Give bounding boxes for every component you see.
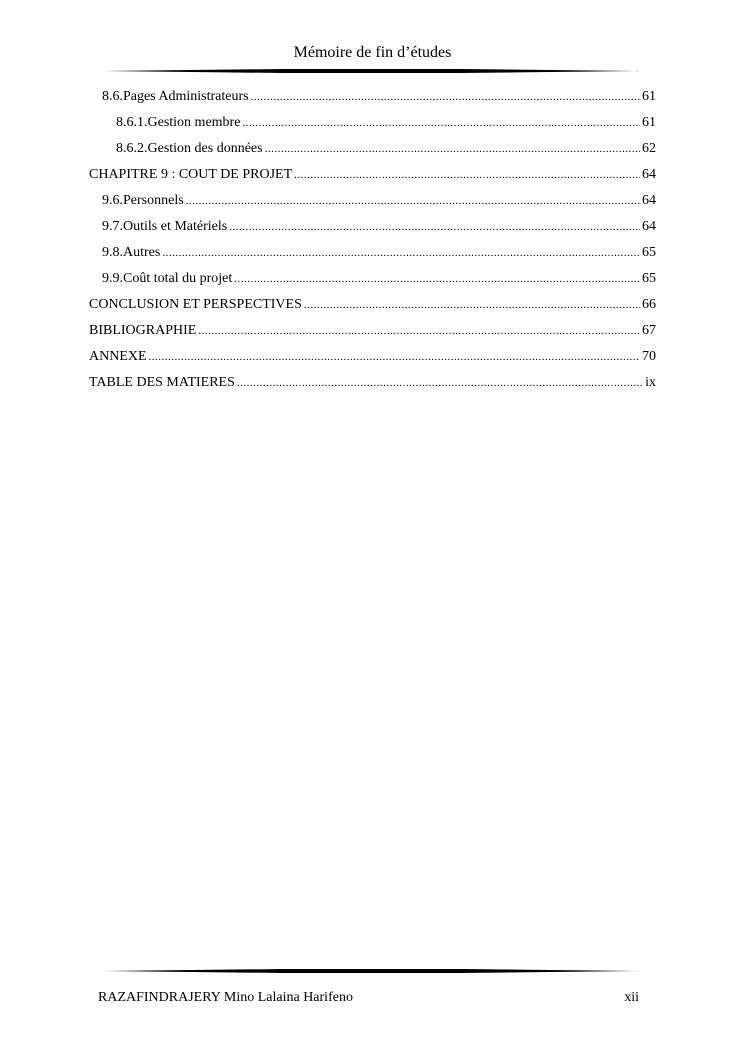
- toc-entry-label: ANNEXE: [89, 349, 147, 364]
- toc-dot-leader: [198, 322, 640, 340]
- toc-dot-leader: [304, 296, 640, 314]
- toc-entry-label: TABLE DES MATIERES: [89, 375, 235, 390]
- toc-dot-leader: [149, 348, 640, 366]
- toc-entry-number: 8.6.: [102, 89, 123, 104]
- toc-entry-label: Pages Administrateurs: [123, 89, 249, 104]
- toc-entry-page: 61: [642, 115, 656, 130]
- toc-dot-leader: [242, 114, 640, 132]
- toc-entry[interactable]: [89, 244, 656, 270]
- header-divider: [103, 68, 641, 74]
- toc-dot-leader: [237, 374, 643, 392]
- table-of-contents: [89, 88, 656, 400]
- toc-entry-number: 9.7.: [102, 219, 123, 234]
- toc-dot-leader: [186, 192, 640, 210]
- toc-entry-number: 9.6.: [102, 193, 123, 208]
- page-header-title: Mémoire de fin d’études: [293, 44, 452, 61]
- toc-dot-leader: [294, 166, 640, 184]
- toc-entry-label: CHAPITRE 9 : COUT DE PROJET: [89, 167, 293, 182]
- toc-entry-page: 64: [642, 219, 656, 234]
- toc-entry[interactable]: [89, 192, 656, 218]
- toc-entry-label: Coût total du projet: [123, 271, 233, 286]
- toc-entry[interactable]: [89, 114, 656, 140]
- toc-entry[interactable]: [89, 374, 656, 400]
- toc-dot-leader: [234, 270, 640, 288]
- toc-entry-label: CONCLUSION ET PERSPECTIVES: [89, 297, 302, 312]
- toc-entry-label: Autres: [123, 245, 161, 260]
- toc-entry[interactable]: [89, 218, 656, 244]
- toc-entry-page: 65: [642, 271, 656, 286]
- toc-entry-page: ix: [645, 375, 656, 390]
- toc-dot-leader: [251, 88, 640, 106]
- toc-entry-label: Outils et Matériels: [123, 219, 228, 234]
- toc-entry[interactable]: [89, 348, 656, 374]
- toc-entry-number: 9.8.: [102, 245, 123, 260]
- toc-entry[interactable]: [89, 88, 656, 114]
- toc-entry-page: 67: [642, 323, 656, 338]
- toc-entry-page: 66: [642, 297, 656, 312]
- toc-entry[interactable]: [89, 296, 656, 322]
- toc-entry-page: 64: [642, 167, 656, 182]
- toc-dot-leader: [265, 140, 640, 158]
- toc-entry-number: 8.6.1.: [116, 115, 148, 130]
- toc-entry[interactable]: [89, 140, 656, 166]
- toc-entry-label: Personnels: [123, 193, 184, 208]
- toc-entry-page: 61: [642, 89, 656, 104]
- toc-entry-page: 64: [642, 193, 656, 208]
- toc-entry-number: 9.9.: [102, 271, 123, 286]
- footer-divider: [103, 968, 641, 974]
- toc-entry-number: 8.6.2.: [116, 141, 148, 156]
- toc-entry[interactable]: [89, 322, 656, 348]
- toc-entry-page: 70: [642, 349, 656, 364]
- toc-entry-label: Gestion des données: [147, 141, 263, 156]
- toc-entry[interactable]: [89, 270, 656, 296]
- toc-dot-leader: [162, 244, 640, 262]
- toc-entry[interactable]: [89, 166, 656, 192]
- toc-entry-label: BIBLIOGRAPHIE: [89, 323, 197, 338]
- toc-entry-page: 65: [642, 245, 656, 260]
- footer-page-number: xii: [624, 990, 639, 1005]
- toc-entry-label: Gestion membre: [147, 115, 241, 130]
- footer-author: RAZAFINDRAJERY Mino Lalaina Harifeno: [98, 990, 353, 1005]
- toc-entry-page: 62: [642, 141, 656, 156]
- toc-dot-leader: [229, 218, 640, 236]
